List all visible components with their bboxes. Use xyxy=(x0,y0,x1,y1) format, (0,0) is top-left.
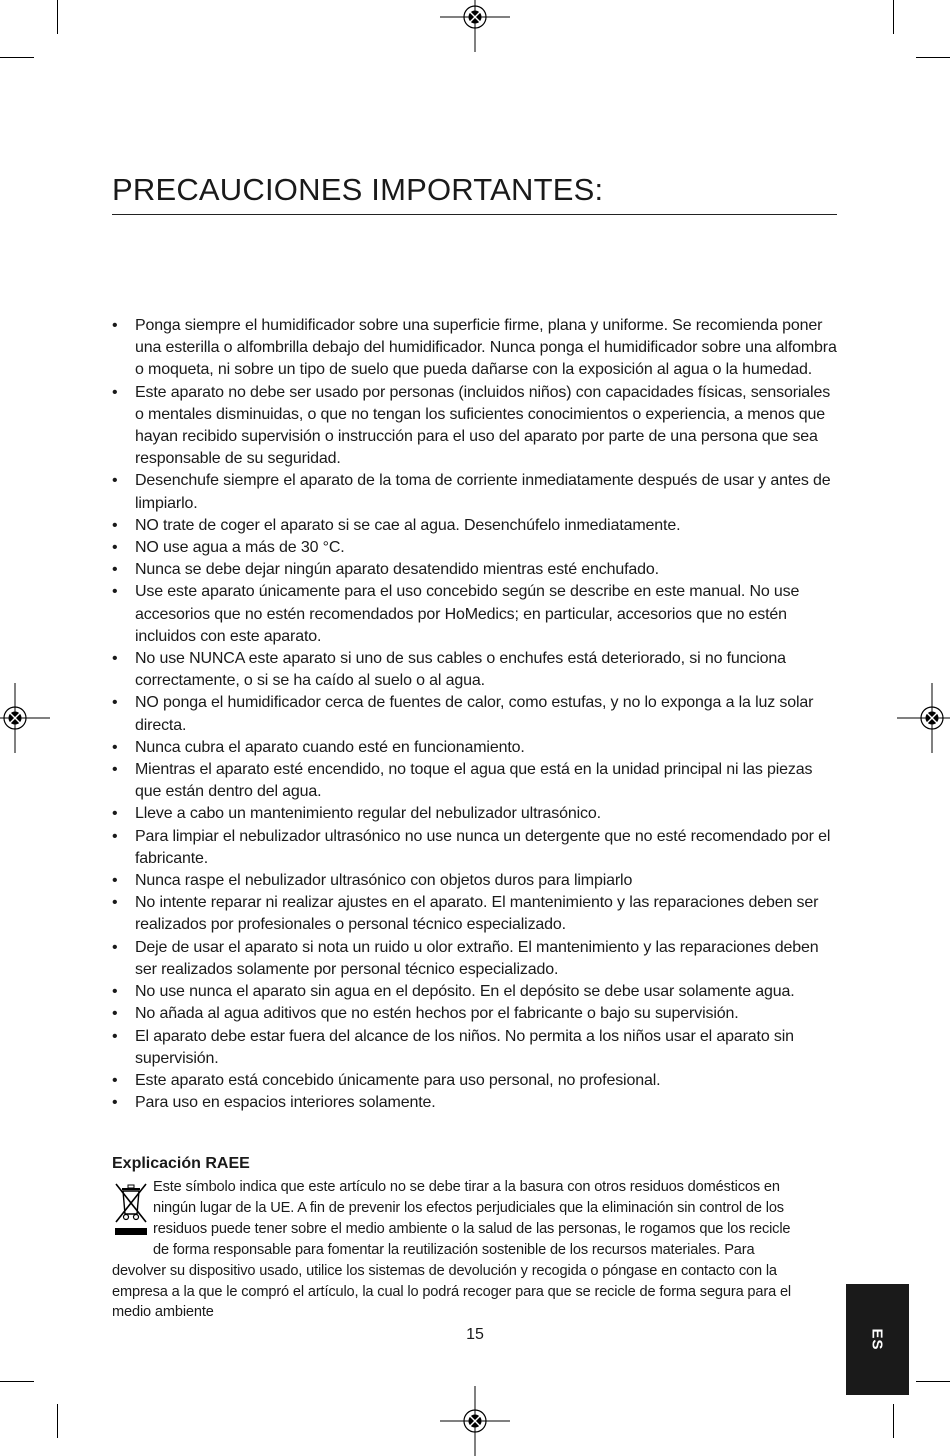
list-item: • NO use agua a más de 30 °C. xyxy=(112,539,345,557)
raee-heading: Explicación RAEE xyxy=(112,1155,250,1172)
list-item: • Para uso en espacios interiores solamente. xyxy=(112,1094,436,1112)
list-item: • Lleve a cabo un mantenimiento regular del nebulizador ultrasónico. xyxy=(112,805,601,823)
language-tab-label: ES xyxy=(868,1328,886,1351)
raee-paragraph: Este símbolo indica que este artículo no se debe tirar a la basura con otros residuos domésticos en ningún lugar de la UE. A fin de prevenir los efectos perjudiciales que la eliminación sin control de los residuos puede tener sobre el medio ambiente o la salud de las personas, le rogamos que los recicle de forma responsable para fomentar la reutilización sostenible de los recursos materiales. Para devolver su dispositivo usado, utilice los sistemas de devolución y recogida o póngase en contacto con la empresa a la que le compró el artículo, la cual lo podrá recoger para que se recicle de forma segura para el medio ambiente xyxy=(112,1179,792,1321)
list-item: • No añada al agua aditivos que no estén hechos por el fabricante o bajo su supervisión. xyxy=(112,1005,739,1023)
crop-mark xyxy=(0,1381,34,1382)
list-item: • Ponga siempre el humidificador sobre una superficie firme, plana y uniforme. Se recomienda poner una esterilla o alfombrilla debajo del humidificador. Nunca ponga el humidificador sobre una alfombra o moqueta, ni sobre un tipo de suelo que pueda dañarse con la exposición al agua o la humedad. xyxy=(112,317,837,379)
list-item: • No use nunca el aparato sin agua en el depósito. En el depósito se debe usar solamente agua. xyxy=(112,983,795,1001)
crossed-wheelie-bin-icon xyxy=(112,1180,150,1240)
list-item: • Este aparato está concebido únicamente para uso personal, no profesional. xyxy=(112,1071,661,1089)
registration-mark-icon xyxy=(440,0,510,52)
list-item: • No use NUNCA este aparato si uno de sus cables o enchufes está deteriorado, si no funciona correctamente, o si se ha caído al suelo o al agua. xyxy=(112,650,786,690)
list-item: • Deje de usar el aparato si nota un ruido u olor extraño. El mantenimiento y las reparaciones deben ser realizados solamente por personal técnico especializado. xyxy=(112,938,819,978)
list-item: • Nunca raspe el nebulizador ultrasónico con objetos duros para limpiarlo xyxy=(112,872,633,890)
crop-mark xyxy=(893,0,894,34)
page-title: PRECAUCIONES IMPORTANTES: xyxy=(112,172,837,215)
list-item: • El aparato debe estar fuera del alcance de los niños. No permita a los niños usar el aparato sin supervisión. xyxy=(112,1027,794,1067)
crop-mark xyxy=(57,0,58,34)
language-tab xyxy=(846,1284,909,1395)
crop-mark xyxy=(0,57,34,58)
list-item: • Nunca se debe dejar ningún aparato desatendido mientras esté enchufado. xyxy=(112,561,659,579)
registration-mark-icon xyxy=(897,683,950,753)
list-item: • NO trate de coger el aparato si se cae al agua. Desenchúfelo inmediatamente. xyxy=(112,516,681,534)
registration-mark-icon xyxy=(440,1386,510,1456)
crop-mark xyxy=(57,1404,58,1438)
list-item: • Mientras el aparato esté encendido, no toque el agua que está en la unidad principal ni las piezas que están dentro del agua. xyxy=(112,761,813,801)
list-item: • Para limpiar el nebulizador ultrasónico no use nunca un detergente que no esté recomendado por el fabricante. xyxy=(112,827,831,867)
crop-mark xyxy=(916,57,950,58)
precautions-list xyxy=(112,315,840,1114)
list-item: • No intente reparar ni realizar ajustes en el aparato. El mantenimiento y las reparaciones deben ser realizados por profesionales o personal técnico especializado. xyxy=(112,894,819,934)
list-item: • Desenchufe siempre el aparato de la toma de corriente inmediatamente después de usar y antes de limpiarlo. xyxy=(112,472,831,512)
list-item: • Use este aparato únicamente para el uso concebido según se describe en este manual. No use accesorios que no estén recomendados por HoMedics; en particular, accesorios que no estén incluidos con este aparato. xyxy=(112,583,800,645)
crop-mark xyxy=(893,1404,894,1438)
list-item: • NO ponga el humidificador cerca de fuentes de calor, como estufas, y no lo exponga a la luz solar directa. xyxy=(112,694,814,734)
page-number: 15 xyxy=(466,1326,484,1343)
list-item: • Este aparato no debe ser usado por personas (incluidos niños) con capacidades físicas, sensoriales o mentales disminuidas, o que no tengan los suficientes conocimientos o experiencia, a menos que hayan recibido supervisión o instrucción para el uso del aparato por parte de una persona que sea responsable de su seguridad. xyxy=(112,383,831,468)
crop-mark xyxy=(916,1381,950,1382)
list-item: • Nunca cubra el aparato cuando esté en funcionamiento. xyxy=(112,738,525,756)
registration-mark-icon xyxy=(0,683,50,753)
